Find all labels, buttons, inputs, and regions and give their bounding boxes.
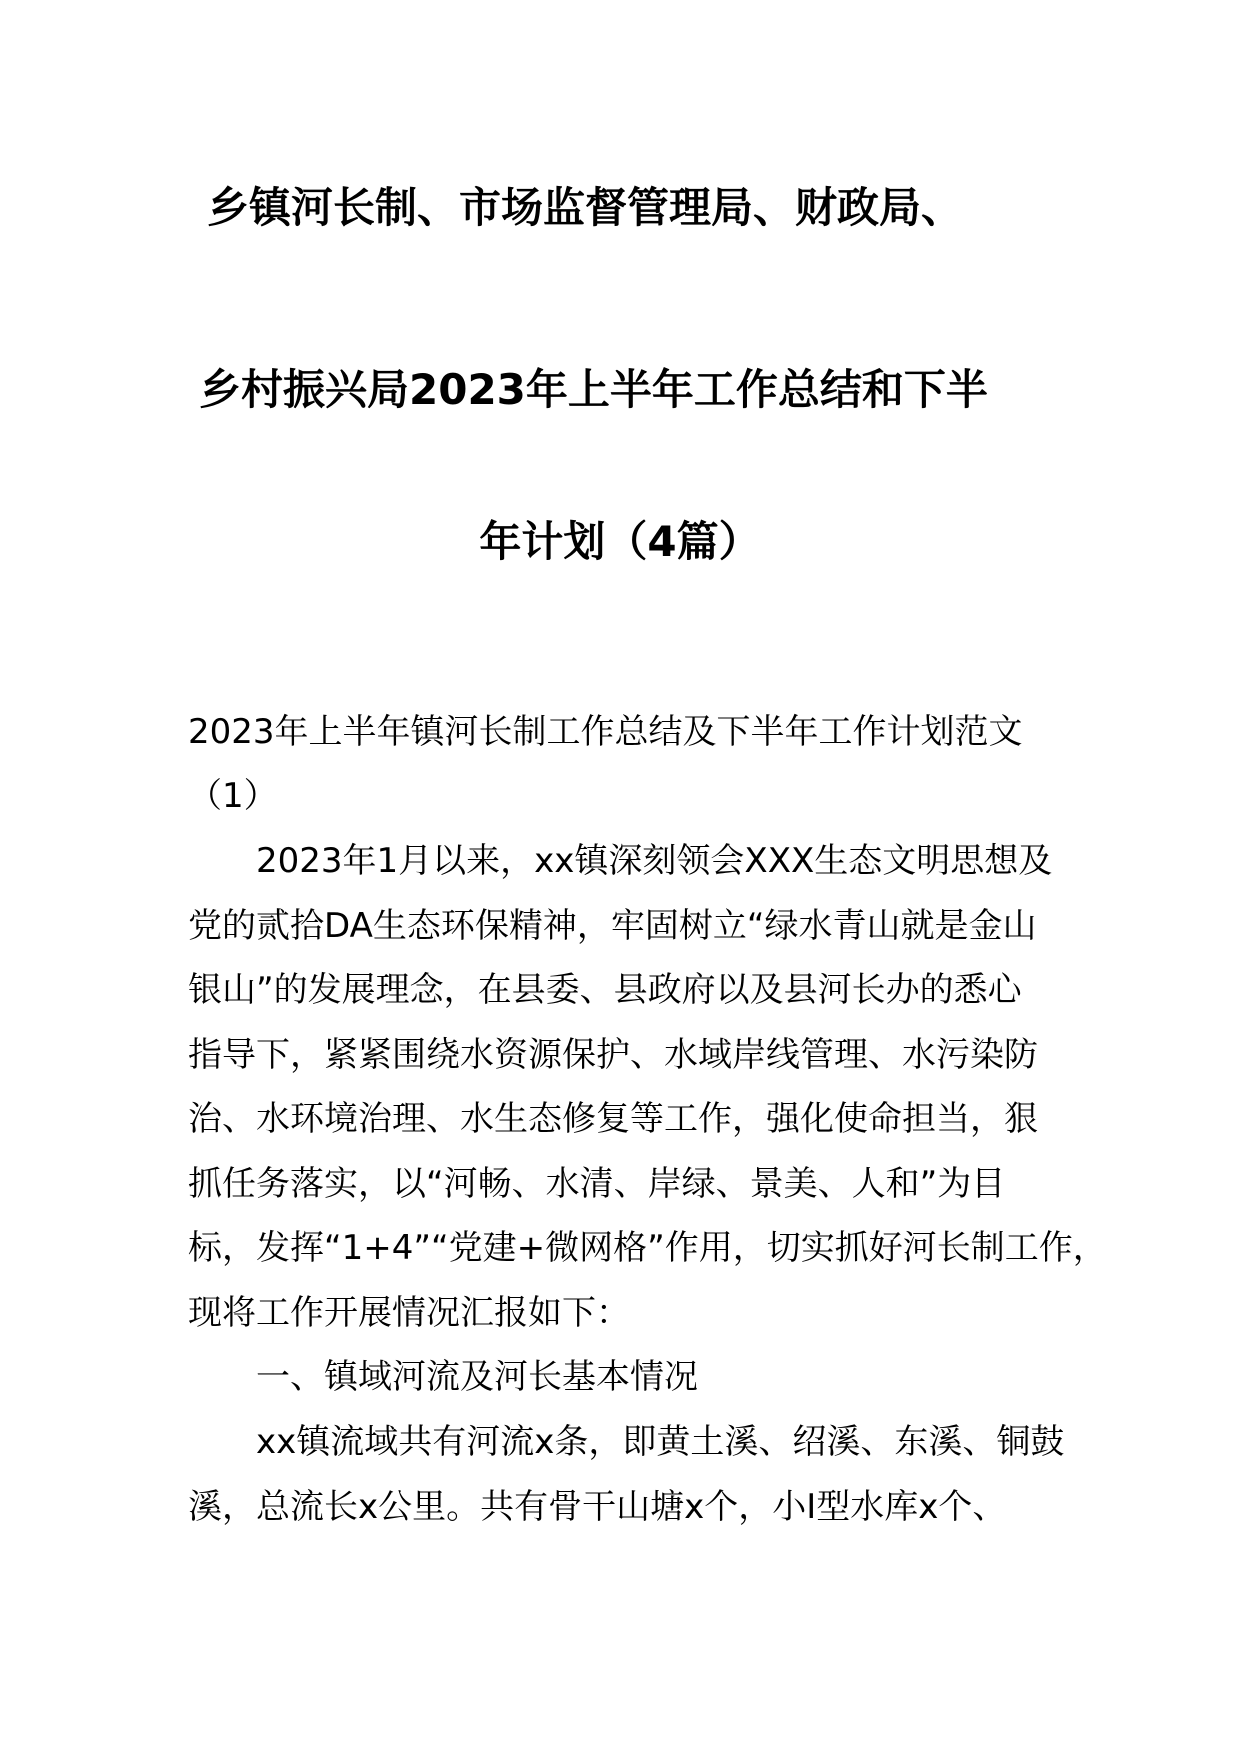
paragraph-intro <box>188 829 1107 1345</box>
paragraph-line: 标，发挥“1+4”“党建+微网格”作用，切实抓好河长制工作， <box>188 1228 1107 1268</box>
document-title-line-3: 年计划（4篇） <box>479 517 761 566</box>
document-title-line-2: 乡村振兴局2023年上半年工作总结和下半 <box>199 365 988 414</box>
paragraph-line: 现将工作开展情况汇报如下： <box>188 1292 630 1333</box>
paragraph-river-info <box>188 1410 1088 1539</box>
paragraph-line: 溪，总流长x公里。共有骨干山塘x个，小Ⅰ型水库x个、 <box>188 1486 1007 1527</box>
paragraph-line: 2023年1月以来，xx镇深刻领会XXX生态文明思想及 <box>256 841 1053 881</box>
paragraph-line: 银山”的发展理念，在县委、县政府以及县河长办的悉心 <box>188 970 1022 1010</box>
heading-1 <box>188 1345 1088 1410</box>
paragraph-line: 指导下，紧紧围绕水资源保护、水域岸线管理、水污染防 <box>188 1034 1038 1075</box>
paragraph-line: 抓任务落实，以“河畅、水清、岸绿、景美、人和”为目 <box>188 1163 1006 1204</box>
section-heading-line-2: （1） <box>188 776 278 816</box>
section-heading-line-1: 2023年上半年镇河长制工作总结及下半年工作计划范文 <box>188 712 1023 752</box>
paragraph-line: 党的贰拾DA生态环保精神，牢固树立“绿水青山就是金山 <box>188 905 1037 946</box>
heading-1-text: 一、镇域河流及河长基本情况 <box>256 1357 698 1397</box>
section-heading <box>188 700 1088 828</box>
paragraph-line: xx镇流域共有河流x条，即黄土溪、绍溪、东溪、铜鼓 <box>256 1422 1065 1462</box>
paragraph-line: 治、水环境治理、水生态修复等工作，强化使命担当，狠 <box>188 1099 1038 1139</box>
document-title-line-1: 乡镇河长制、市场监督管理局、财政局、 <box>207 183 964 232</box>
